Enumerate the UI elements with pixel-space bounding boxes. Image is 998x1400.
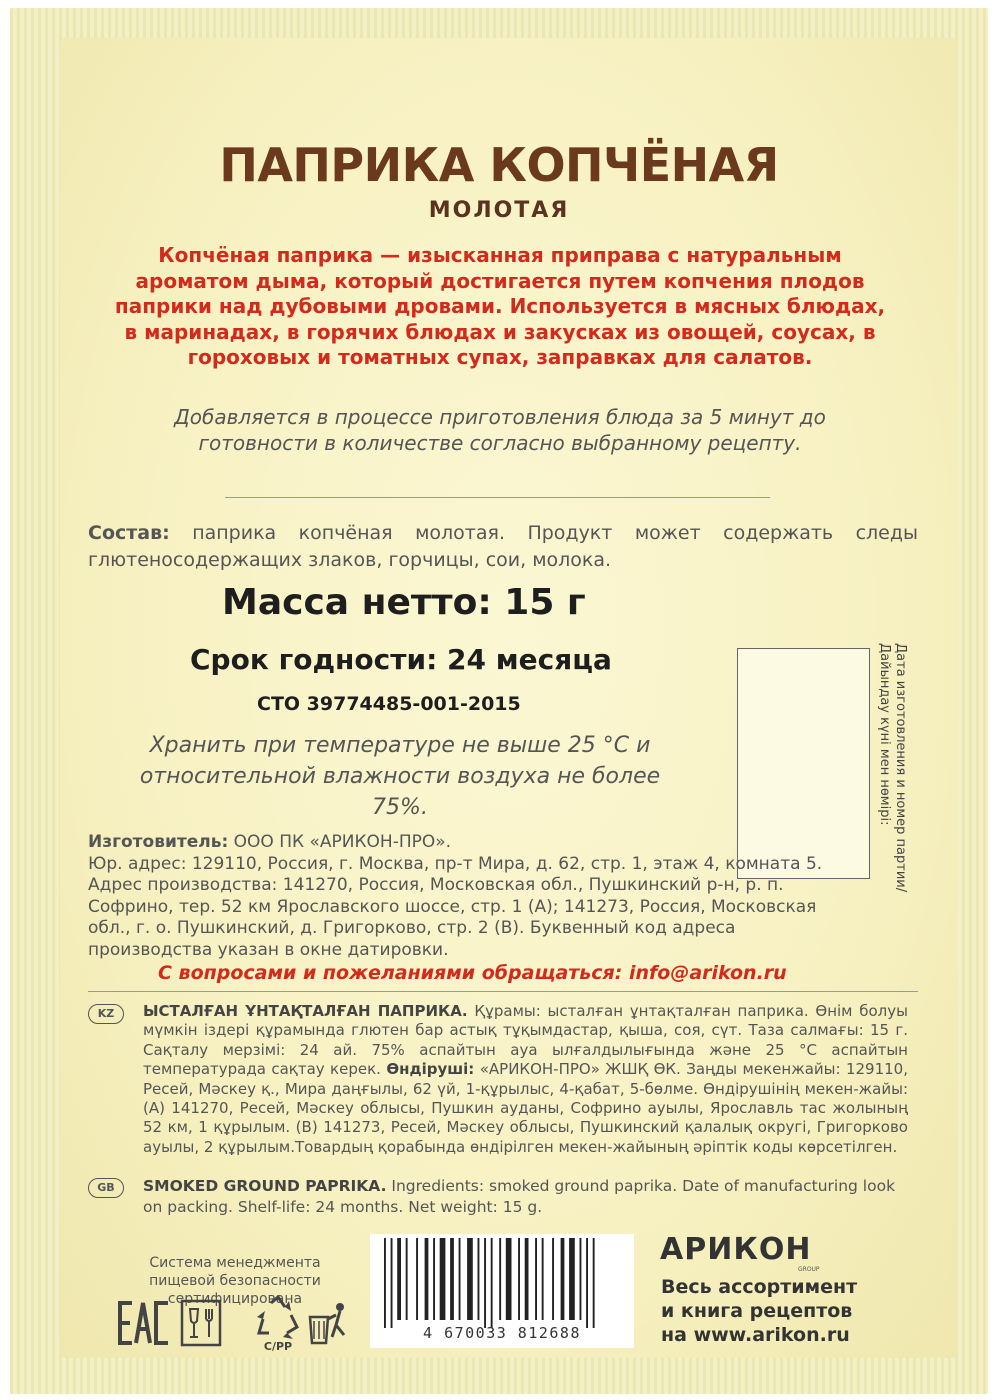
manufacturer-name: ООО ПК «АРИКОН-ПРО». — [228, 832, 452, 852]
gb-language-badge: GB — [88, 1178, 124, 1198]
kz-language-badge: KZ — [88, 1004, 124, 1024]
product-description: Копчёная паприка — изысканная приправа с натуральным ароматом дыма, который достигается путем копчения плодов паприки над дубовыми дровами. Используется в мясных блюдах, в маринадах, в горячих блюдах и закусках из овощей, соусах, в гороховых и томатных супах, заправках для салатов. — [114, 243, 886, 369]
divider — [225, 497, 770, 498]
gb-text: Ingredients: smoked ground paprika. Date of manufacturing look on packing. Shelf-life: 24 months. Net weight: 15 g. — [143, 1177, 896, 1216]
date-stamp-label — [872, 643, 912, 893]
barcode-bar — [478, 1238, 480, 1320]
shelf-life: Срок годности: 24 месяца — [190, 643, 612, 676]
usage-instructions: Добавляется в процессе приготовления блюда за 5 минут до готовности в количестве согласно выбранному рецепту. — [174, 405, 826, 455]
eac-mark-icon — [118, 1301, 170, 1345]
barcode-bars — [370, 1238, 634, 1328]
barcode-bar — [384, 1238, 386, 1328]
storage-conditions: Хранить при температуре не выше 25 °С и относительной влажности воздуха не более 75%. — [139, 733, 661, 820]
brand-logo: АРИКОН — [660, 1232, 812, 1267]
brand-logo-group: GROUP — [798, 1266, 820, 1273]
barcode-bar — [397, 1238, 401, 1320]
barcode-bar — [552, 1238, 554, 1320]
barcode-bar — [406, 1238, 408, 1320]
barcode-bar — [391, 1238, 393, 1328]
kz-section — [143, 1002, 908, 1157]
barcode-bar — [450, 1238, 454, 1320]
barcode-bar — [440, 1238, 446, 1320]
standard-code: СТО 39774485-001-2015 — [257, 693, 521, 715]
barcode-number: 4 670033 812688 — [423, 1324, 581, 1342]
contact-line: С вопросами и пожеланиями обращаться: info@arikon.ru — [158, 962, 787, 984]
barcode-bar — [459, 1238, 461, 1320]
kz-maker-label: Өндіруші: — [386, 1060, 475, 1079]
recycling-icon — [253, 1295, 303, 1341]
barcode-bar — [569, 1238, 575, 1320]
product-title: ПАПРИКА КОПЧЁНАЯ — [219, 138, 779, 192]
composition-text: паприка копчёная молотая. Продукт может содержать следы глютеносодержащих злаков, горчицы, сои, молока. — [88, 522, 918, 571]
composition — [88, 520, 918, 574]
trash-bin-icon — [306, 1299, 352, 1347]
barcode-bar — [425, 1238, 429, 1320]
gb-section — [143, 1176, 908, 1218]
certification-note: Система менеджмента пищевой безопасности сертифицирована — [149, 1255, 321, 1307]
barcode-bar — [484, 1238, 486, 1328]
barcode-bar — [586, 1238, 588, 1328]
barcode-bar — [506, 1238, 512, 1320]
barcode-bar — [491, 1238, 493, 1328]
barcode-bar — [433, 1238, 435, 1320]
barcode-bar — [525, 1238, 529, 1320]
kz-maker-text: «АРИКОН-ПРО» ЖШҚ ӨК. Заңды мекенжайы: 129110, Ресей, Мәскеу қ., Мира даңғылы, 62 үй, 1-құрылыс, 4-қабат, 5-бөлме. Өндірушінің мекен-жайы: (А) 141270, Ресей, Мәскеу облысы, Пушкин ауданы, Софрино ауылы, Ярославль тас жолының 52 км, 1 құрылым. (В) 141273, Ресей, Мәскеу облысы, Пушкинский қалалық округі, Григорково ауылы, 2 құрылым.Товардың қорабында өндірілген мекен-жайының әріптік коды көрсетілген. — [143, 1060, 908, 1156]
kz-title: ЫСТАЛҒАН ҰНТАҚТАЛҒАН ПАПРИКА. — [143, 1002, 468, 1020]
food-contact-icon — [180, 1299, 222, 1347]
kz-text: Құрамы: ысталған ұнтақталған паприка. Өнім болуы мүмкін іздері құрамында глютен бар астық тұқымдастар, қыша, соя, сүт. Таза салмағы: 15 г. Сақталу мерзімі: 24 ай. 75% аспайтын ауа ылғалдылығында және 25 °С аспайтын температурада сақтау керек. — [143, 1002, 908, 1079]
manufacturer-address: Юр. адрес: 129110, Россия, г. Москва, пр-т Мира, д. 62, стр. 1, этаж 4, комната 5. Адрес производства: 141270, Россия, Московская обл., Пушкинский р-н, р. п. Софрино, тер. 52 км Ярославского шоссе, стр. 1 (А); 141273, Россия, Московская обл., г. о. Пушкинский, д. Григорково, стр. 2 (В). Буквенный код адреса производства указан в окне датировки. — [88, 853, 823, 960]
barcode-bar — [535, 1238, 537, 1320]
barcode-bar — [542, 1238, 544, 1320]
barcode-bar — [561, 1238, 565, 1320]
barcode-bar — [518, 1238, 520, 1320]
barcode-bar — [593, 1238, 595, 1328]
composition-label: Состав: — [88, 522, 170, 544]
net-weight: Масса нетто: 15 г — [222, 582, 586, 623]
barcode-bar — [467, 1238, 473, 1320]
divider — [88, 991, 918, 992]
recycling-code: C/PP — [263, 1340, 293, 1353]
manufacturer-info — [88, 832, 848, 961]
barcode-bar — [580, 1238, 582, 1320]
barcode-bar — [499, 1238, 501, 1320]
manufacturer-label: Изготовитель: — [88, 832, 229, 852]
product-subtitle: МОЛОТАЯ — [428, 198, 570, 223]
brand-promo: Весь ассортимент и книга рецептов на www.arikon.ru — [661, 1276, 858, 1346]
date-stamp-label-text: Дата изготовления и номер партии/ Дайындау күні мен нөмірі: — [877, 643, 908, 893]
barcode-bar — [416, 1238, 418, 1320]
gb-title: SMOKED GROUND PAPRIKA. — [143, 1177, 387, 1195]
